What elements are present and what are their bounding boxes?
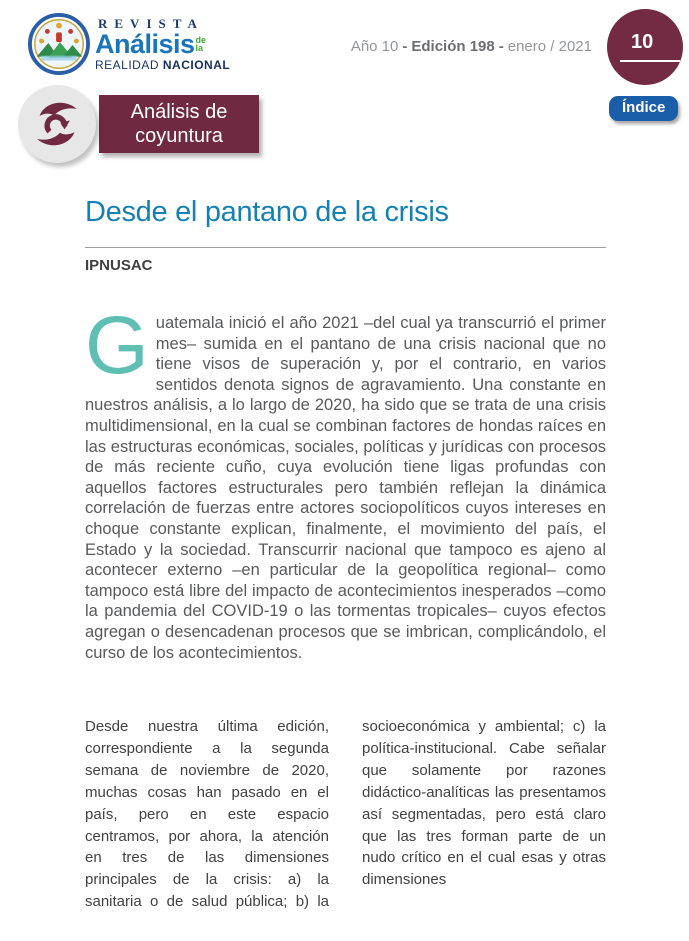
- logo-nacional: NACIONAL: [162, 58, 231, 72]
- edition-number: Edición 198: [411, 38, 495, 55]
- journal-logo-text: [95, 17, 230, 71]
- title-divider: [85, 247, 606, 248]
- section-banner: [99, 95, 259, 153]
- edition-separator: -: [498, 38, 504, 55]
- drop-cap: G: [85, 300, 149, 391]
- logo-de-la: [196, 36, 207, 52]
- logo-revista: REVISTA: [98, 16, 204, 31]
- body-columns: [85, 716, 606, 913]
- journal-logo: [28, 13, 230, 75]
- lead-paragraph: [85, 300, 606, 663]
- page-number-badge: [607, 9, 683, 85]
- logo-analisis: Análisis: [95, 29, 195, 59]
- logo-realidad-nacional: [95, 59, 230, 71]
- cycle-hands-icon: [28, 95, 86, 153]
- page-number-underline: [620, 60, 680, 62]
- edition-year: Año 10: [350, 38, 399, 55]
- page-number: 10: [631, 31, 654, 53]
- logo-de: de: [195, 35, 207, 45]
- section-icon-circle: [18, 85, 96, 163]
- lead-paragraph-text: uatemala inició el año 2021 –del cual ya transcurrió el primer mes– sumida en el pantano de una crisis nacional que no tiene visos de superación y, por el contrario, en varios sentidos denota signos de agravamiento. Una constante en nuestros análisis, a lo largo de 2020, ha sido que se trata de una crisis multidimensional, en la cual se combinan factores de hondas raíces en las estructuras económicas, sociales, políticas y jurídicas con procesos de más reciente cuño, cuya evolución tiene ligas profundas con aquellos factores estructurales pero también reflejan la dinámica correlación de fuerzas entre actores sociopolíticos cuyos intereses en choque constante explican, finalmente, el movimiento del país, el Estado y la sociedad. Transcurrir nacional que tampoco es ajeno al acontecer externo –en particular de la geopolítica regional– como tampoco está libre del impacto de acontecimientos inesperados –como la pandemia del COVID-19 o las tormentas tropicales– cuyos efectos agregan o desencadenan procesos que se imbrican, complicándolo, el curso de los acontecimientos.: [85, 314, 606, 662]
- section-banner-line2: coyuntura: [135, 125, 223, 147]
- edition-date: enero / 2021: [507, 38, 592, 55]
- logo-realidad: REALIDAD: [95, 58, 160, 72]
- article-author: IPNUSAC: [85, 257, 153, 274]
- article-title: Desde el pantano de la crisis: [85, 196, 449, 228]
- edition-info: [351, 38, 592, 55]
- body-paragraph: Desde nuestra última edición, correspondiente a la segunda semana de noviembre de 2020, muchas cosas han pasado en el país, pero en este espacio centramos, por ahora, la atención en tres de las dimensiones principales de la crisis: a) la sanitaria o de salud pública; b) la socioeconómica y ambiental; c) la política-institucional. Cabe señalar que solamente por razones didáctico-analíticas las presentamos así segmentadas, pero está claro que las tres forman parte de un nudo crítico en el cual esas y otras dimensiones: [85, 718, 606, 911]
- usac-seal-icon: [28, 13, 90, 75]
- section-banner-line1: Análisis de: [130, 101, 228, 123]
- edition-separator: -: [402, 38, 408, 55]
- logo-la: la: [195, 43, 204, 53]
- indice-button[interactable]: Índice: [609, 96, 678, 121]
